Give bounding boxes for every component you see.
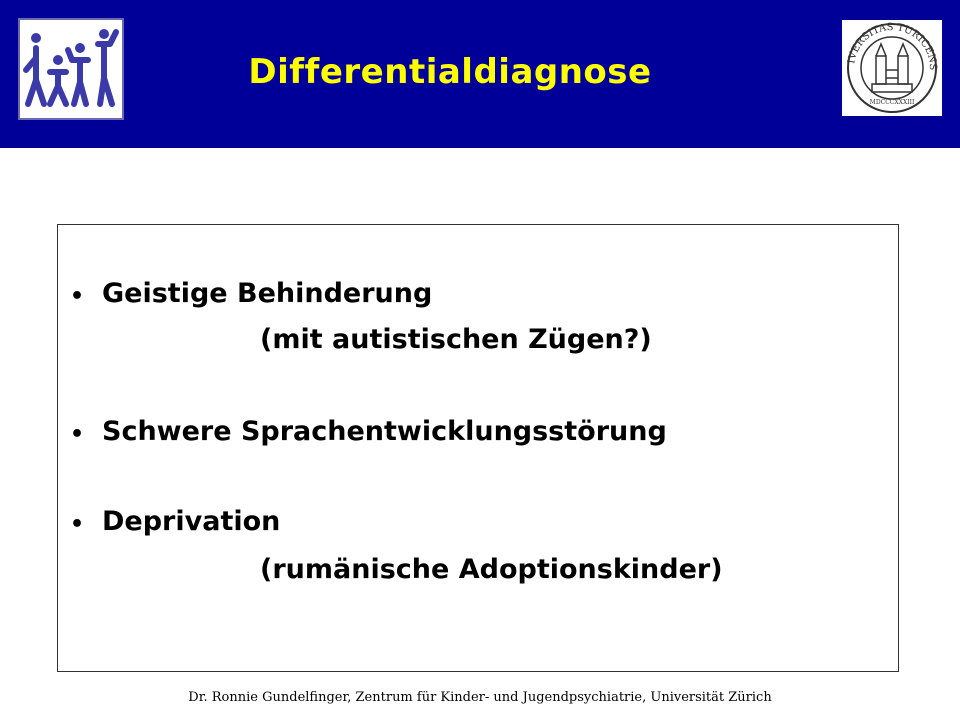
header-banner [0, 0, 960, 148]
bullet-item-3: Deprivation [102, 506, 281, 537]
footer-credit: Dr. Ronnie Gundelfinger, Zentrum für Kinder- und Jugendpsychiatrie, Universität Zürich [188, 690, 772, 705]
slide-title: Differentialdiagnose [248, 52, 652, 92]
bullet-item-1: Geistige Behinderung [102, 278, 433, 309]
bullet-item-1-sub: (mit autistischen Zügen?) [260, 324, 652, 355]
bullet-item-3-sub: (rumänische Adoptionskinder) [260, 554, 723, 585]
seal-year: MDCCCXXXIII [869, 99, 915, 106]
bullet-marker: • [70, 284, 85, 309]
seal-icon [842, 20, 942, 116]
seal-text: IVERSITAS TURICENS [846, 21, 939, 71]
university-seal [842, 20, 942, 116]
bullet-item-2: Schwere Sprachentwicklungsstörung [102, 416, 667, 447]
bullet-marker: • [70, 422, 85, 447]
bullet-marker: • [70, 512, 85, 537]
